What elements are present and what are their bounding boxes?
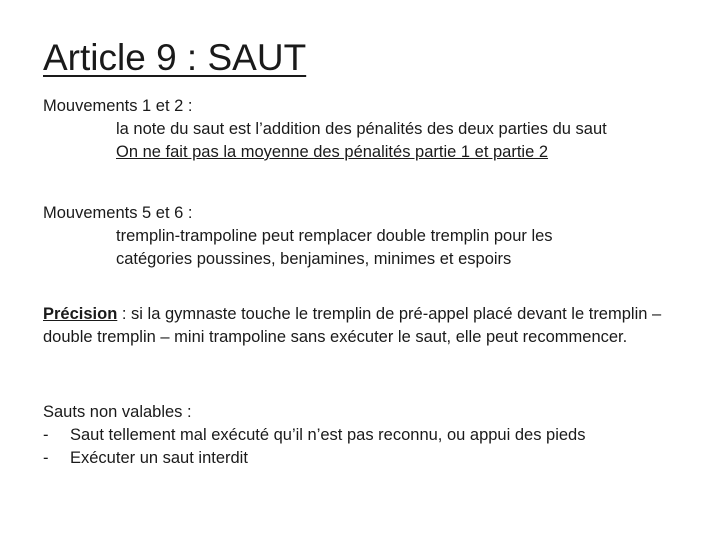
section-line: catégories poussines, benjamines, minimes et espoirs (116, 250, 512, 268)
section-mouvements-1-2 (43, 95, 703, 164)
precision-text: : si la gymnaste touche le tremplin de pré-appel placé devant le tremplin – double tremplin – mini trampoline sans exécuter le saut, elle peut recommencer. (43, 305, 662, 346)
section-heading: Mouvements 5 et 6 : (43, 204, 193, 222)
section-heading: Sauts non valables : (43, 403, 192, 421)
section-line: la note du saut est l’addition des pénalités des deux parties du saut (116, 120, 607, 138)
section-sauts-non-valables (43, 401, 703, 470)
section-precision (43, 303, 683, 349)
bullet-dash: - (43, 426, 49, 444)
precision-label: Précision (43, 305, 118, 323)
section-mouvements-5-6 (43, 202, 703, 271)
section-line-underlined: On ne fait pas la moyenne des pénalités partie 1 et partie 2 (116, 143, 549, 161)
section-heading: Mouvements 1 et 2 : (43, 97, 193, 115)
section-line: tremplin-trampoline peut remplacer double tremplin pour les (116, 227, 553, 245)
bullet-dash: - (43, 449, 49, 467)
list-item-text: Saut tellement mal exécuté qu’il n’est pas reconnu, ou appui des pieds (70, 426, 586, 444)
list-item (43, 424, 703, 447)
slide-title: Article 9 : SAUT (43, 37, 307, 78)
list-item-text: Exécuter un saut interdit (70, 449, 248, 467)
list-item (43, 447, 703, 470)
